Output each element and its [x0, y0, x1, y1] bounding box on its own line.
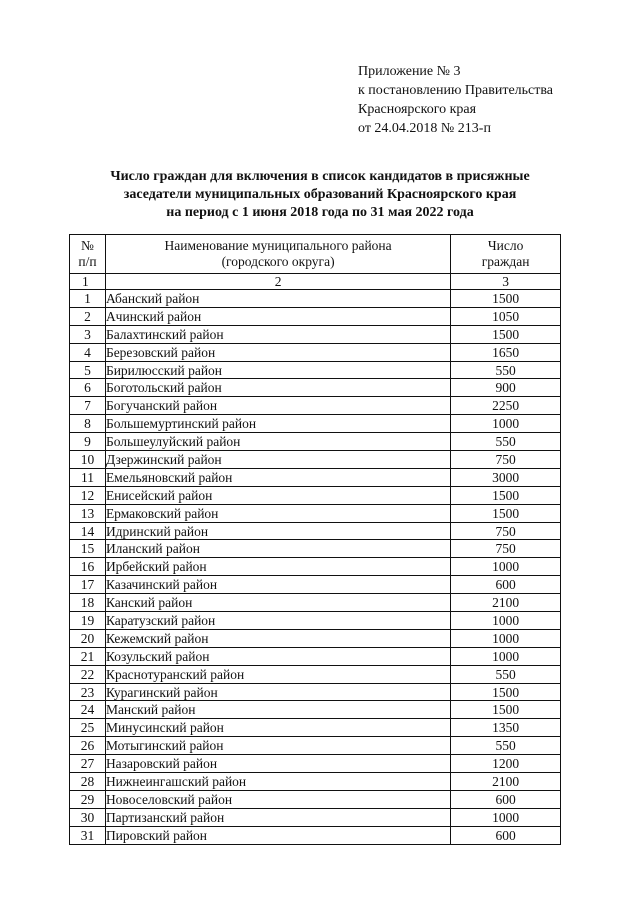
row-number: 5 — [70, 361, 106, 379]
row-number: 30 — [70, 808, 106, 826]
table-row — [70, 504, 561, 522]
citizens-table — [69, 234, 561, 845]
row-district-name: Енисейский район — [105, 486, 450, 504]
column-index-row — [70, 274, 561, 290]
title-line: заседатели муниципальных образований Красноярского края — [123, 187, 517, 202]
row-district-name: Назаровский район — [105, 755, 450, 773]
table-row — [70, 665, 561, 683]
row-number: 16 — [70, 558, 106, 576]
row-citizen-count: 1500 — [451, 683, 561, 701]
row-citizen-count: 1000 — [451, 808, 561, 826]
row-number: 17 — [70, 576, 106, 594]
row-number: 9 — [70, 433, 106, 451]
row-district-name: Иланский район — [105, 540, 450, 558]
row-district-name: Краснотуранский район — [105, 665, 450, 683]
table-row — [70, 773, 561, 791]
row-number: 22 — [70, 665, 106, 683]
table-row — [70, 790, 561, 808]
row-district-name: Пировский район — [105, 826, 450, 844]
row-number: 1 — [70, 290, 106, 308]
header-number-line1: № — [81, 238, 94, 253]
row-number: 15 — [70, 540, 106, 558]
row-citizen-count: 550 — [451, 665, 561, 683]
table-row — [70, 826, 561, 844]
table-row — [70, 343, 561, 361]
header-count-line1: Число — [487, 238, 524, 253]
table-row — [70, 522, 561, 540]
column-index-3: 3 — [451, 274, 561, 290]
row-citizen-count: 750 — [451, 522, 561, 540]
row-citizen-count: 1000 — [451, 612, 561, 630]
table-row — [70, 558, 561, 576]
row-number: 28 — [70, 773, 106, 791]
row-citizen-count: 3000 — [451, 468, 561, 486]
row-citizen-count: 1500 — [451, 701, 561, 719]
row-district-name: Абанский район — [105, 290, 450, 308]
row-citizen-count: 1200 — [451, 755, 561, 773]
table-row — [70, 307, 561, 325]
header-number-line2: п/п — [78, 254, 97, 269]
row-district-name: Канский район — [105, 594, 450, 612]
row-citizen-count: 1050 — [451, 307, 561, 325]
row-citizen-count: 1650 — [451, 343, 561, 361]
table-row — [70, 612, 561, 630]
header-name — [105, 235, 450, 274]
row-district-name: Бирилюсский район — [105, 361, 450, 379]
table-row — [70, 683, 561, 701]
row-citizen-count: 1000 — [451, 415, 561, 433]
row-citizen-count: 1000 — [451, 558, 561, 576]
row-number: 27 — [70, 755, 106, 773]
appendix-line: Приложение № 3 — [358, 64, 461, 79]
row-number: 20 — [70, 629, 106, 647]
table-row — [70, 397, 561, 415]
title-line: на период с 1 июня 2018 года по 31 мая 2022 года — [166, 205, 474, 220]
appendix-line: к постановлению Правительства — [358, 83, 554, 98]
table-row — [70, 379, 561, 397]
row-citizen-count: 600 — [451, 576, 561, 594]
appendix-line: от 24.04.2018 № 213-п — [358, 121, 491, 136]
row-district-name: Каратузский район — [105, 612, 450, 630]
row-district-name: Новоселовский район — [105, 790, 450, 808]
row-number: 29 — [70, 790, 106, 808]
header-name-line2: (городского округа) — [221, 254, 335, 269]
table-row — [70, 719, 561, 737]
row-district-name: Березовский район — [105, 343, 450, 361]
table-row — [70, 629, 561, 647]
row-citizen-count: 600 — [451, 790, 561, 808]
table-row — [70, 576, 561, 594]
row-district-name: Балахтинский район — [105, 325, 450, 343]
row-citizen-count: 550 — [451, 737, 561, 755]
table-row — [70, 468, 561, 486]
column-index-1: 1 — [70, 274, 106, 290]
table-row — [70, 433, 561, 451]
table-header-row — [70, 235, 561, 274]
row-citizen-count: 2250 — [451, 397, 561, 415]
row-district-name: Козульский район — [105, 647, 450, 665]
header-name-line1: Наименование муниципального района — [164, 238, 392, 253]
table-row — [70, 737, 561, 755]
row-district-name: Дзержинский район — [105, 451, 450, 469]
table-row — [70, 647, 561, 665]
table-row — [70, 486, 561, 504]
row-district-name: Богучанский район — [105, 397, 450, 415]
row-number: 10 — [70, 451, 106, 469]
row-number: 4 — [70, 343, 106, 361]
row-number: 14 — [70, 522, 106, 540]
row-citizen-count: 1500 — [451, 290, 561, 308]
row-number: 6 — [70, 379, 106, 397]
row-district-name: Ермаковский район — [105, 504, 450, 522]
row-citizen-count: 750 — [451, 540, 561, 558]
row-citizen-count: 2100 — [451, 594, 561, 612]
row-citizen-count: 600 — [451, 826, 561, 844]
appendix-line: Красноярского края — [358, 102, 477, 117]
row-number: 11 — [70, 468, 106, 486]
table-row — [70, 451, 561, 469]
row-citizen-count: 1000 — [451, 629, 561, 647]
row-citizen-count: 1500 — [451, 325, 561, 343]
row-number: 19 — [70, 612, 106, 630]
row-number: 26 — [70, 737, 106, 755]
table-row — [70, 755, 561, 773]
row-district-name: Минусинский район — [105, 719, 450, 737]
row-number: 23 — [70, 683, 106, 701]
row-citizen-count: 750 — [451, 451, 561, 469]
header-count — [451, 235, 561, 274]
row-number: 31 — [70, 826, 106, 844]
row-district-name: Емельяновский район — [105, 468, 450, 486]
row-number: 8 — [70, 415, 106, 433]
row-number: 3 — [70, 325, 106, 343]
row-citizen-count: 1000 — [451, 647, 561, 665]
row-citizen-count: 900 — [451, 379, 561, 397]
row-citizen-count: 550 — [451, 433, 561, 451]
header-count-line2: граждан — [481, 254, 530, 269]
row-district-name: Боготольский район — [105, 379, 450, 397]
row-number: 24 — [70, 701, 106, 719]
table-row — [70, 361, 561, 379]
table-row — [70, 415, 561, 433]
header-number — [70, 235, 106, 274]
row-district-name: Ирбейский район — [105, 558, 450, 576]
table-row — [70, 325, 561, 343]
row-number: 12 — [70, 486, 106, 504]
appendix-header — [358, 62, 553, 138]
table-row — [70, 808, 561, 826]
table-row — [70, 594, 561, 612]
table-row — [70, 540, 561, 558]
row-number: 18 — [70, 594, 106, 612]
row-citizen-count: 1350 — [451, 719, 561, 737]
row-district-name: Курагинский район — [105, 683, 450, 701]
row-number: 7 — [70, 397, 106, 415]
row-district-name: Партизанский район — [105, 808, 450, 826]
row-citizen-count: 2100 — [451, 773, 561, 791]
table-row — [70, 701, 561, 719]
title-line: Число граждан для включения в список кандидатов в присяжные — [110, 169, 530, 184]
row-citizen-count: 550 — [451, 361, 561, 379]
document-title — [60, 168, 580, 222]
row-district-name: Большеулуйский район — [105, 433, 450, 451]
row-number: 21 — [70, 647, 106, 665]
row-citizen-count: 1500 — [451, 486, 561, 504]
row-district-name: Манский район — [105, 701, 450, 719]
row-number: 13 — [70, 504, 106, 522]
row-district-name: Ачинский район — [105, 307, 450, 325]
table-row — [70, 290, 561, 308]
row-district-name: Кежемский район — [105, 629, 450, 647]
row-district-name: Идринский район — [105, 522, 450, 540]
row-district-name: Нижнеингашский район — [105, 773, 450, 791]
row-district-name: Казачинский район — [105, 576, 450, 594]
row-citizen-count: 1500 — [451, 504, 561, 522]
row-district-name: Большемуртинский район — [105, 415, 450, 433]
row-number: 2 — [70, 307, 106, 325]
row-district-name: Мотыгинский район — [105, 737, 450, 755]
row-number: 25 — [70, 719, 106, 737]
column-index-2: 2 — [105, 274, 450, 290]
